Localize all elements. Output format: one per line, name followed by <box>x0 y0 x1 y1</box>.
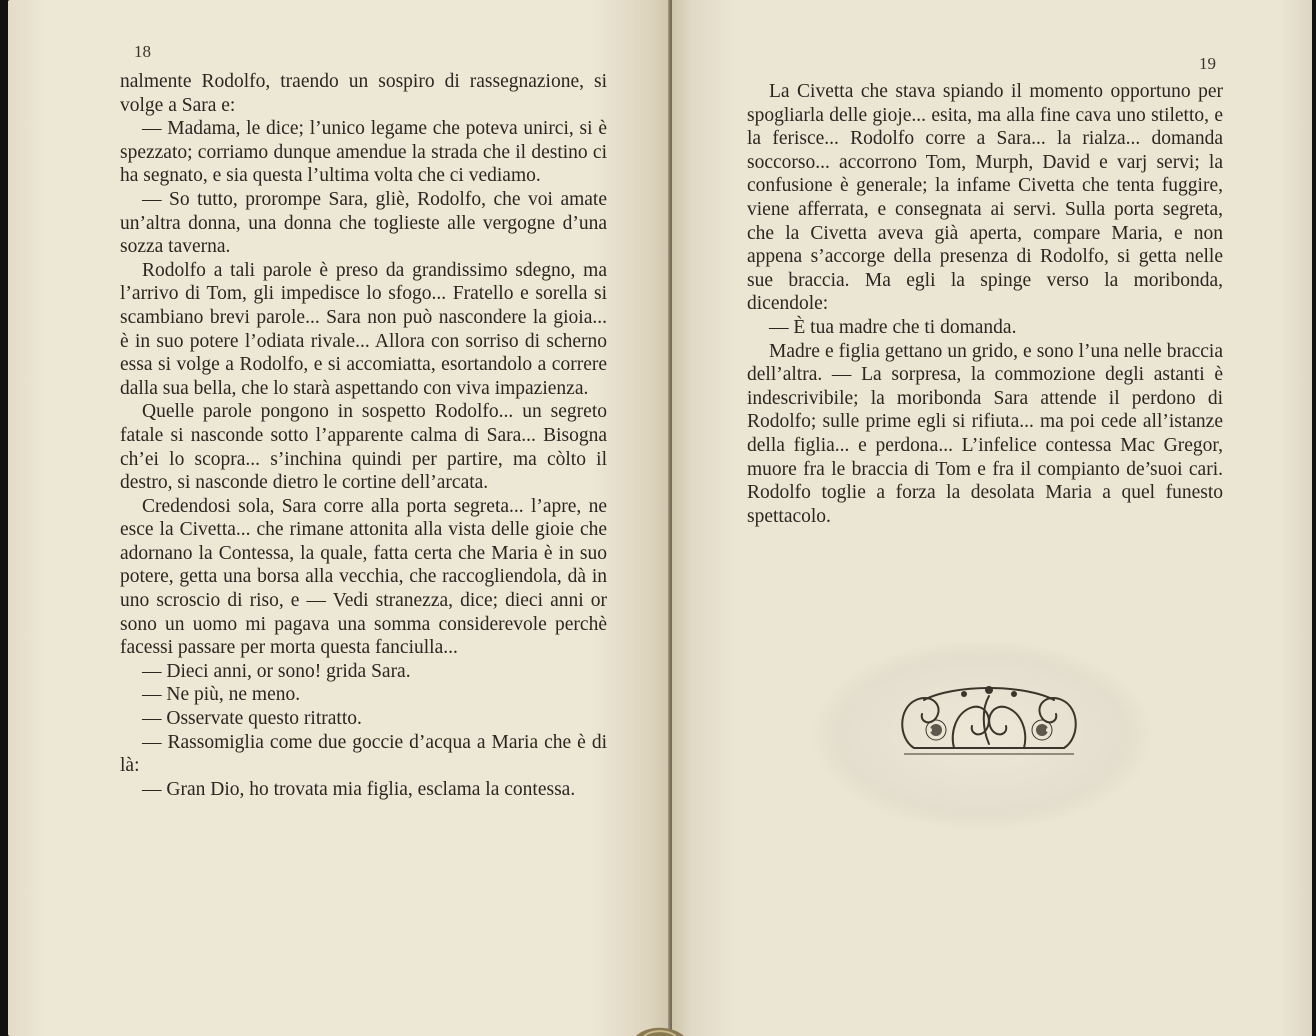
paragraph: — Dieci anni, or sono! grida Sara. <box>142 660 411 682</box>
ornamental-vignette-icon <box>894 678 1084 760</box>
paragraph: — Rassomiglia come due goccie d’acqua a Maria che è di là: <box>120 731 607 777</box>
left-page-text <box>120 70 607 801</box>
paragraph: La Civetta che stava spiando il momento opportuno per spogliarla delle gioje... esita, ma alla fine cava uno stiletto, e la ferisce... Rodolfo corre a Sara... la rialza... domanda soccorso... accorrono Tom, Murph, David e varj servi; la confusione è generale; la infame Civetta che tenta fuggire, viene afferrata, e consegnata ai servi. Sulla porta segreta, che la Civetta aveva già aperta, compare Maria, e non appena s’accorge della presenza di Rodolfo, si getta nelle sue braccia. Ma egli la spinge verso la moribonda, dicendole: <box>747 81 1223 315</box>
paragraph: Quelle parole pongono in sospetto Rodolfo... un segreto fatale si nasconde sotto l’apparente calma di Sara... Bisogna ch’ei lo scopra... s’inchina quindi per partire, ma còlto il destro, si nasconde dietro le cortine dell’arcata. <box>120 401 607 494</box>
paragraph: Madre e figlia gettano un grido, e sono l’una nelle braccia dell’altra. — La sorpresa, la commozione degli astanti è indescrivibile; la moribonda Sara attende il perdono di Rodolfo; sulle prime egli si rifiuta... ma poi cede all’istanze della figlia... e perdona... L’infelice contessa Mac Gregor, muore fra le braccia di Tom e fra il compianto de’suoi cari. Rodolfo toglie a forza la desolata Maria a quel funesto spettacolo. <box>747 340 1223 527</box>
paragraph: — Osservate questo ritratto. <box>142 708 362 730</box>
left-page <box>8 0 670 1036</box>
right-page <box>672 0 1312 1036</box>
right-page-text <box>747 80 1223 528</box>
page-number-left: 18 <box>134 42 151 61</box>
paragraph: — Gran Dio, ho trovata mia figlia, esclama la contessa. <box>142 778 576 800</box>
paragraph: nalmente Rodolfo, traendo un sospiro di rassegnazione, si volge a Sara e: <box>120 71 607 116</box>
paragraph: — Ne più, ne meno. <box>142 684 301 706</box>
paragraph: Rodolfo a tali parole è preso da grandissimo sdegno, ma l’arrivo di Tom, gli impedisce lo sfogo... Fratello e sorella si scambiano brevi parole... Sara non può nascondere la gioia... è in suo potere l’odiata rivale... Allora con sorriso di scherno essa si volge a Rodolfo, e si accomiatta, esortandolo a correre dalla sua bella, che lo starà aspettando con viva impazienza. <box>120 259 607 399</box>
paragraph: — So tutto, prorompe Sara, gliè, Rodolfo, che voi amate un’altra donna, una donna che toglieste alle vergogne d’una sozza taverna. <box>120 188 607 258</box>
paragraph: — Madama, le dice; l’unico legame che poteva unirci, si è spezzato; corriamo dunque amendue la strada che il destino ci ha segnato, e sia questa l’ultima volta che ci vediamo. <box>120 118 607 187</box>
spine-thread-mark <box>630 1016 690 1036</box>
paragraph: — È tua madre che ti domanda. <box>769 316 1017 338</box>
page-number-right: 19 <box>1199 54 1216 73</box>
paragraph: Credendosi sola, Sara corre alla porta segreta... l’apre, ne esce la Civetta... che rimane attonita alla vista delle gioie che adornano la Contessa, la quale, fatta certa che Maria è in suo potere, getta una borsa alla vecchia, che raccogliendola, dà in uno scroscio di riso, e — Vedi stranezza, dice; dieci anni or sono un uomo mi pagava una somma considerevole perchè facessi passare per morta questa fanciulla... <box>120 495 607 659</box>
